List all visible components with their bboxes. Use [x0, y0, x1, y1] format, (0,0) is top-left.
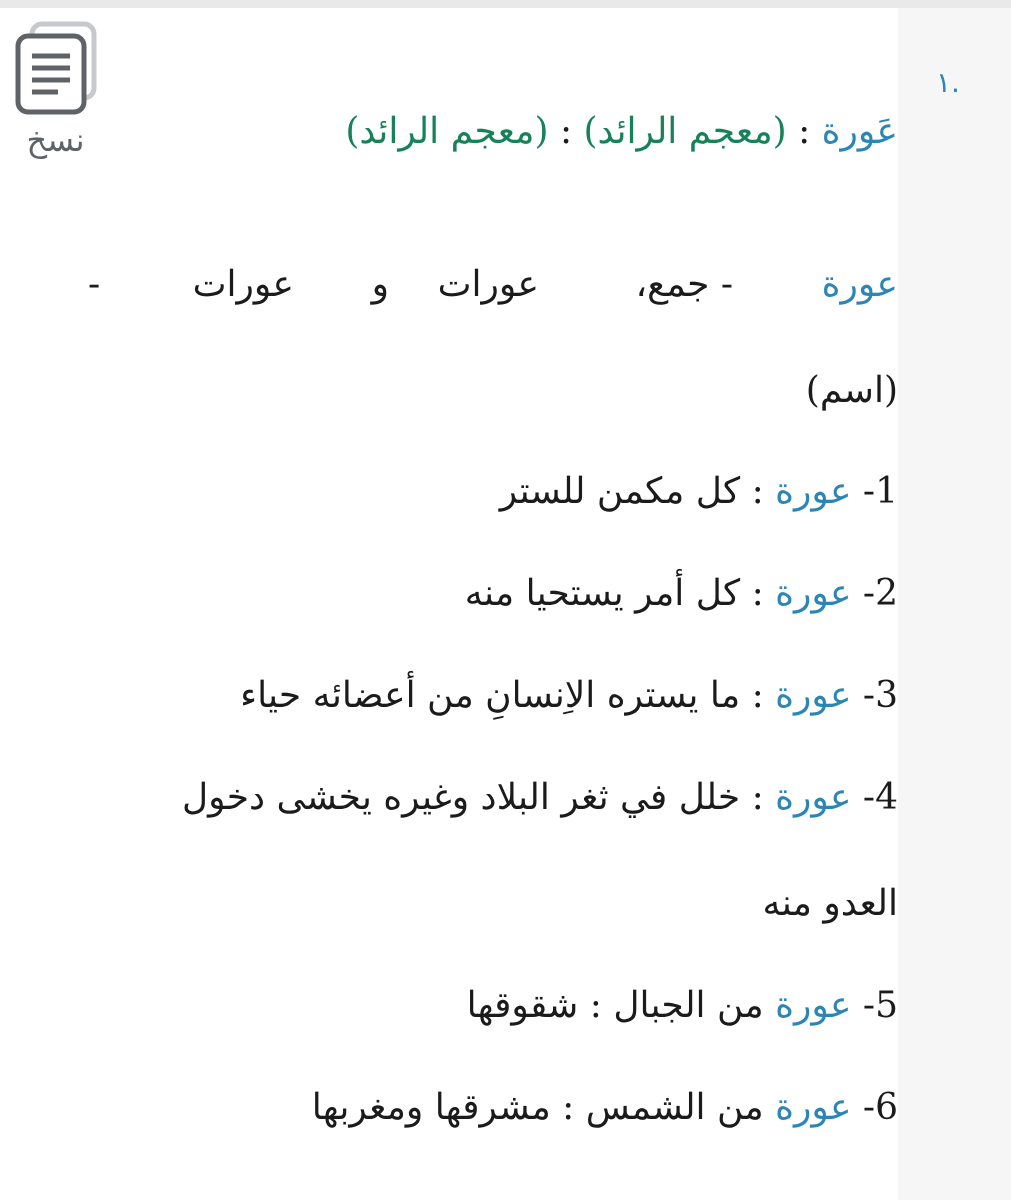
- entry-number-marker: ١.: [936, 66, 960, 99]
- source-label: (معجم الرائد): [345, 111, 549, 152]
- definition-number: 6-: [862, 1087, 898, 1128]
- definition-text: ما يستره الاِنسانِ من أعضائه حياء: [240, 675, 741, 716]
- conjunction: و: [371, 264, 389, 305]
- part-of-speech: (اسم): [805, 370, 898, 411]
- headword[interactable]: عَورة: [821, 111, 898, 152]
- definition-item: [312, 1082, 898, 1134]
- definition-number: 1-: [862, 471, 898, 512]
- definition-text: كل أمر يستحيا منه: [464, 573, 741, 614]
- separator: :: [740, 573, 776, 614]
- explanation-word[interactable]: عورة: [821, 264, 898, 305]
- definition-word[interactable]: عورة: [775, 777, 852, 818]
- definition-text: خلل في ثغر البلاد وغيره يخشى دخول: [182, 777, 741, 818]
- dash: -: [88, 264, 101, 305]
- definition-word[interactable]: عورة: [775, 1087, 852, 1128]
- definition-word[interactable]: عورة: [775, 573, 852, 614]
- definition-word[interactable]: عورة: [775, 471, 852, 512]
- copy-label: نسخ: [26, 121, 85, 159]
- definition-word[interactable]: عورة: [775, 675, 852, 716]
- separator: :: [740, 777, 776, 818]
- copy-button[interactable]: [8, 18, 108, 158]
- definition-item: [240, 670, 898, 722]
- definition-number: 2-: [862, 573, 898, 614]
- copy-icon: [12, 20, 102, 115]
- definition-number: 5-: [862, 985, 898, 1026]
- definition-text: من الجبال : شقوقها: [466, 985, 764, 1026]
- entry-title: [345, 106, 898, 158]
- definition-number: 3-: [862, 675, 898, 716]
- definition-continuation: العدو منه: [762, 883, 898, 924]
- definition-text: كل مكمن للستر: [499, 471, 741, 512]
- plural-form: عورات: [437, 264, 539, 305]
- separator: :: [740, 471, 776, 512]
- definition-item: [500, 466, 898, 518]
- plural-form: عورات: [192, 264, 294, 305]
- definition-text: من الشمس : مشرقها ومغربها: [311, 1087, 764, 1128]
- source-label: (معجم الرائد): [583, 111, 787, 152]
- separator: :: [548, 111, 584, 152]
- separator: :: [786, 111, 822, 152]
- separator: :: [740, 675, 776, 716]
- right-margin-strip: [898, 8, 1011, 1200]
- definition-number: 4-: [862, 777, 898, 818]
- top-border: [0, 0, 1011, 8]
- definition-word[interactable]: عورة: [775, 985, 852, 1026]
- definition-item: [465, 568, 898, 620]
- plural-label: - جمع،: [635, 264, 733, 305]
- definition-item: [467, 980, 898, 1032]
- definition-item: [182, 772, 898, 824]
